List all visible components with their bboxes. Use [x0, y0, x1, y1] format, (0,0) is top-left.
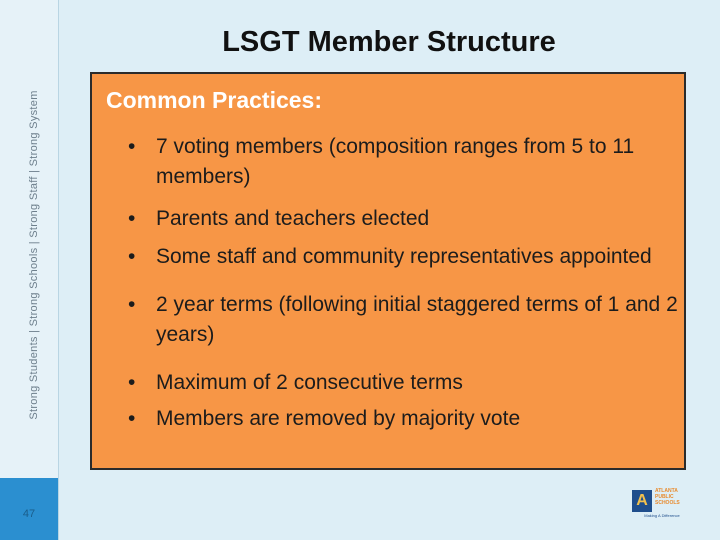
bullet-text: Some staff and community representatives appointed — [156, 245, 652, 268]
content-box — [90, 72, 686, 470]
logo-a-icon: A — [632, 490, 652, 512]
bullet-list — [128, 132, 684, 434]
section-heading: Common Practices: — [106, 87, 323, 113]
bullet-marker: • — [128, 245, 136, 268]
bullet-marker: • — [128, 293, 136, 316]
list-item — [128, 204, 684, 234]
sidebar-tagline: Strong Students | Strong Schools | Strong Staff | Strong System — [28, 90, 40, 420]
bullet-marker: • — [128, 407, 136, 430]
sidebar — [0, 0, 59, 540]
logo-tagline: Making A Difference — [644, 513, 680, 518]
bullet-text: Members are removed by majority vote — [156, 407, 521, 430]
logo-wordmark: ATLANTA PUBLIC SCHOOLS — [655, 488, 680, 506]
list-item — [128, 132, 684, 192]
list-item — [128, 368, 684, 398]
bullet-marker: • — [128, 135, 136, 158]
page-number: 47 — [22, 508, 36, 520]
bullet-text: Parents and teachers elected — [156, 207, 430, 230]
bullet-text: 2 year terms (following initial staggered terms of 1 and 2 years) — [156, 293, 678, 346]
bullet-marker: • — [128, 371, 136, 394]
list-item — [128, 242, 684, 272]
district-logo — [632, 488, 692, 518]
bullet-marker: • — [128, 207, 136, 230]
list-item — [128, 290, 684, 350]
slide-title: LSGT Member Structure — [222, 26, 556, 58]
bullet-text: Maximum of 2 consecutive terms — [156, 371, 463, 394]
bullet-text: 7 voting members (composition ranges from 5 to 11 members) — [156, 135, 635, 188]
list-item — [128, 404, 684, 434]
